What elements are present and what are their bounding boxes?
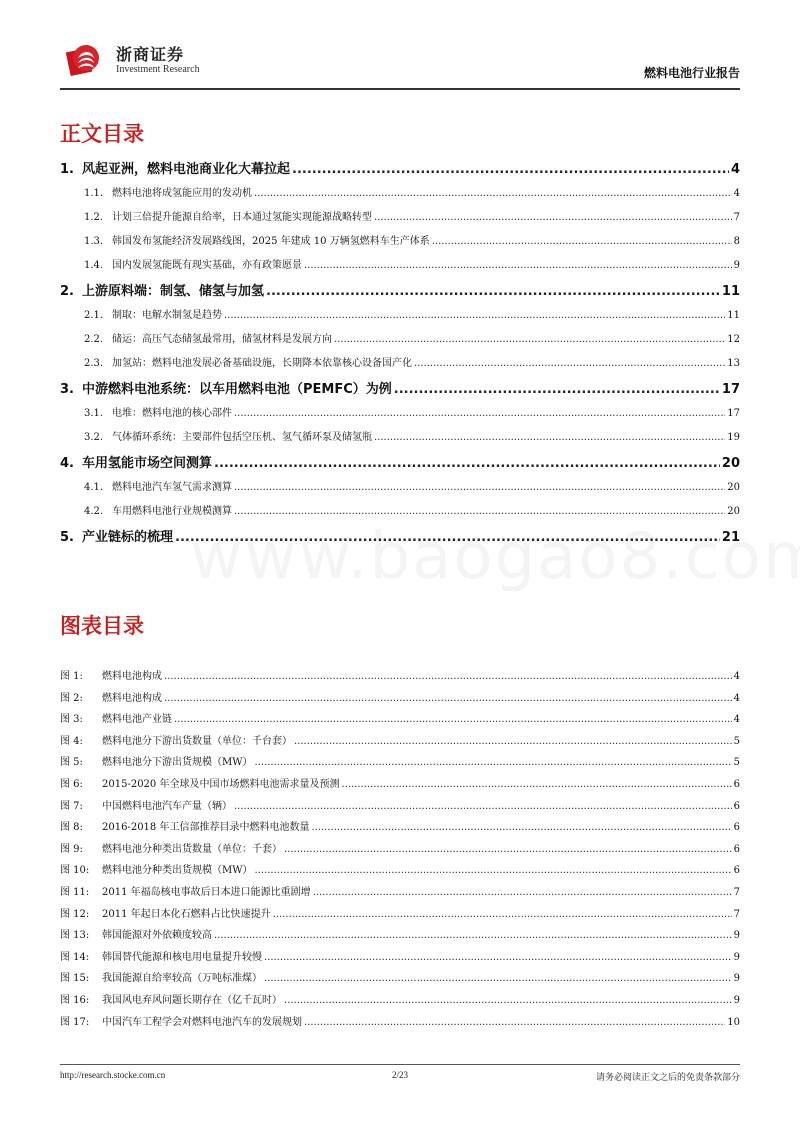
figure-number: 图 8: bbox=[60, 822, 83, 834]
toc-entry-label: 韩国发布氢能经济发展路线图，2025 年建成 10 万辆氢燃料车生产体系 bbox=[112, 236, 430, 247]
dot-leader bbox=[374, 212, 732, 223]
page-footer bbox=[60, 1070, 740, 1086]
toc-entry-number: 2.2. bbox=[84, 334, 104, 345]
toc-entry-label: 国内发展氢能既有现实基础，亦有政策愿景 bbox=[112, 260, 302, 271]
dot-leader bbox=[224, 310, 725, 321]
toc-chapter-entry[interactable] bbox=[60, 378, 740, 402]
figure-page: 4 bbox=[733, 671, 740, 682]
dot-leader bbox=[164, 671, 732, 682]
toc-entry-page: 4 bbox=[733, 188, 740, 199]
logo-mark-icon bbox=[64, 40, 104, 80]
toc-entry-label: 计划三倍提升能源自给率，日本通过氢能实现能源战略转型 bbox=[112, 212, 372, 223]
figure-caption: 燃料电池分种类出货规模（MW） bbox=[102, 865, 253, 877]
figure-number: 图 16: bbox=[60, 994, 90, 1006]
toc-entry-number: 3. bbox=[60, 382, 74, 397]
figure-list-entry[interactable] bbox=[60, 710, 740, 730]
dot-leader bbox=[214, 930, 732, 941]
figure-list-entry[interactable] bbox=[60, 948, 740, 968]
toc-entry-number: 5. bbox=[60, 530, 74, 545]
toc-chapter-entry[interactable] bbox=[60, 526, 740, 550]
toc-section-entry[interactable] bbox=[60, 404, 740, 426]
figure-page: 6 bbox=[733, 822, 740, 834]
figure-number: 图 14: bbox=[60, 951, 90, 963]
toc-entry-page: 17 bbox=[727, 408, 740, 419]
figure-list-entry[interactable] bbox=[60, 732, 740, 752]
figure-page: 6 bbox=[733, 865, 740, 877]
figure-list-entry[interactable] bbox=[60, 883, 740, 903]
toc-section-entry[interactable] bbox=[60, 208, 740, 230]
figure-number: 图 13: bbox=[60, 930, 90, 942]
footer-divider bbox=[60, 1064, 740, 1065]
figure-number: 图 10: bbox=[60, 865, 90, 877]
toc-entry-number: 3.1. bbox=[84, 408, 104, 419]
toc-section-entry[interactable] bbox=[60, 256, 740, 278]
toc-section-entry[interactable] bbox=[60, 232, 740, 254]
dot-leader bbox=[234, 801, 732, 812]
toc-entry-label: 加氢站：燃料电池发展必备基础设施，长期降本依靠核心设备国产化 bbox=[112, 358, 412, 369]
figure-caption: 燃料电池分种类出货数量（单位：千套） bbox=[102, 843, 282, 855]
figure-number: 图 17: bbox=[60, 1016, 90, 1028]
figure-number: 图 11: bbox=[60, 886, 90, 898]
dot-leader bbox=[394, 382, 720, 397]
figure-page: 4 bbox=[733, 692, 740, 704]
figure-page: 6 bbox=[733, 778, 740, 790]
figure-list-entry[interactable] bbox=[60, 1013, 740, 1033]
figure-page: 7 bbox=[733, 886, 740, 898]
figure-list-entry[interactable] bbox=[60, 926, 740, 946]
figure-caption: 韩国能源对外依赖度较高 bbox=[102, 930, 212, 942]
dot-leader bbox=[174, 714, 732, 725]
figure-list-entry[interactable] bbox=[60, 861, 740, 881]
toc-chapter-entry[interactable] bbox=[60, 280, 740, 304]
dot-leader bbox=[341, 779, 731, 790]
figure-number: 图 7: bbox=[60, 800, 83, 812]
toc-section-entry[interactable] bbox=[60, 306, 740, 328]
dot-leader bbox=[311, 822, 731, 833]
figure-caption: 2011 年福岛核电事故后日本进口能源比重剧增 bbox=[102, 886, 311, 898]
figure-page: 9 bbox=[733, 973, 740, 985]
toc-section-entry[interactable] bbox=[60, 478, 740, 500]
figure-page: 6 bbox=[733, 800, 740, 812]
figure-list-entry[interactable] bbox=[60, 905, 740, 925]
figure-caption: 2011 年起日本化石燃料占比快速提升 bbox=[102, 908, 271, 920]
toc-entry-label: 产业链标的梳理 bbox=[81, 530, 173, 545]
footer-disclaimer: 请务必阅读正文之后的免责条款部分 bbox=[595, 1073, 740, 1083]
dot-leader bbox=[304, 1017, 725, 1028]
figure-list-entry[interactable] bbox=[60, 775, 740, 795]
figure-number: 图 4: bbox=[60, 735, 83, 747]
figure-list-entry[interactable] bbox=[60, 818, 740, 838]
dot-leader bbox=[175, 530, 720, 545]
toc-entry-label: 车用燃料电池行业规模测算 bbox=[112, 506, 232, 517]
toc-section-entry[interactable] bbox=[60, 428, 740, 450]
toc-entry-number: 1. bbox=[60, 162, 74, 177]
figure-page: 9 bbox=[733, 930, 740, 942]
figure-caption: 中国汽车工程学会对燃料电池汽车的发展规划 bbox=[102, 1016, 302, 1028]
toc-entry-page: 19 bbox=[727, 432, 740, 443]
dot-leader bbox=[214, 456, 720, 471]
dot-leader bbox=[254, 188, 732, 199]
toc-entry-page: 17 bbox=[721, 382, 740, 397]
figure-number: 图 12: bbox=[60, 908, 90, 920]
toc-entry-page: 20 bbox=[727, 506, 740, 517]
dot-leader bbox=[234, 482, 725, 493]
figure-caption: 2015-2020 年全球及中国市场燃料电池需求量及预测 bbox=[102, 778, 340, 790]
report-type-label: 燃料电池行业报告 bbox=[643, 66, 740, 80]
toc-entry-page: 9 bbox=[733, 260, 740, 271]
page-number: 2/23 bbox=[391, 1070, 408, 1080]
toc-entry-number: 3.2. bbox=[84, 432, 104, 443]
company-logo bbox=[60, 36, 210, 84]
toc-title: 正文目录 bbox=[60, 122, 144, 146]
figure-number: 图 5: bbox=[60, 757, 83, 769]
figure-caption: 中国燃料电池汽车产量（辆） bbox=[102, 800, 232, 812]
toc-entry-number: 2. bbox=[60, 284, 74, 299]
figure-caption: 燃料电池分下游出货规模（MW） bbox=[102, 757, 253, 769]
toc-entry-page: 20 bbox=[721, 456, 740, 471]
dot-leader bbox=[255, 865, 732, 876]
figure-number: 图 3: bbox=[60, 714, 83, 726]
figure-page: 9 bbox=[733, 951, 740, 963]
figure-caption: 韩国替代能源和核电用电量提升较慢 bbox=[102, 951, 262, 963]
toc-entry-label: 储运：高压气态储氢最常用，储氢材料是发展方向 bbox=[112, 334, 332, 345]
toc-entry-page: 12 bbox=[727, 334, 740, 345]
toc-entry-number: 4.1. bbox=[84, 482, 104, 493]
dot-leader bbox=[255, 757, 732, 768]
dot-leader bbox=[432, 236, 732, 247]
toc-chapter-entry[interactable] bbox=[60, 158, 740, 182]
figure-caption: 燃料电池构成 bbox=[102, 671, 162, 682]
toc-entry-page: 21 bbox=[721, 530, 740, 545]
figure-page: 9 bbox=[733, 994, 740, 1006]
dot-leader bbox=[374, 432, 725, 443]
toc-section-entry[interactable] bbox=[60, 354, 740, 376]
toc-entry-page: 8 bbox=[733, 236, 740, 247]
toc-entry-page: 7 bbox=[733, 212, 740, 223]
toc-entry-label: 燃料电池汽车氢气需求测算 bbox=[112, 482, 232, 493]
figure-caption: 我国能源自给率较高（万吨标准煤） bbox=[102, 973, 262, 985]
logo-chinese-name: 浙商证券 bbox=[116, 45, 185, 64]
figure-page: 5 bbox=[733, 757, 740, 769]
toc-entry-number: 2.3. bbox=[84, 358, 104, 369]
toc-entry-page: 13 bbox=[727, 358, 740, 369]
figure-caption: 2016-2018 年工信部推荐目录中燃料电池数量 bbox=[102, 822, 310, 834]
toc-section-entry[interactable] bbox=[60, 184, 740, 206]
figure-list-entry[interactable] bbox=[60, 797, 740, 817]
figure-page: 4 bbox=[733, 714, 740, 726]
figure-number: 图 1: bbox=[60, 671, 83, 682]
figure-list-entry[interactable] bbox=[60, 840, 740, 860]
toc-entry-number: 1.4. bbox=[84, 260, 104, 271]
toc-section-entry[interactable] bbox=[60, 502, 740, 524]
dot-leader bbox=[284, 844, 732, 855]
figure-list-title: 图表目录 bbox=[60, 614, 144, 638]
toc-entry-label: 燃料电池将成氢能应用的发动机 bbox=[112, 188, 252, 199]
toc-entry-label: 上游原料端：制氢、储氢与加氢 bbox=[81, 284, 264, 299]
toc-entry-label: 风起亚洲，燃料电池商业化大幕拉起 bbox=[81, 162, 290, 177]
dot-leader bbox=[292, 162, 729, 177]
dot-leader bbox=[266, 284, 720, 299]
toc-entry-number: 1.2. bbox=[84, 212, 104, 223]
footer-url[interactable]: http://research.stocke.com.cn bbox=[60, 1070, 166, 1080]
toc-entry-page: 20 bbox=[727, 482, 740, 493]
figure-list-entry[interactable] bbox=[60, 667, 740, 687]
dot-leader bbox=[273, 909, 732, 920]
toc-entry-page: 4 bbox=[730, 162, 740, 177]
figure-page: 6 bbox=[733, 843, 740, 855]
header-divider bbox=[60, 88, 740, 90]
dot-leader bbox=[234, 408, 725, 419]
figure-caption: 燃料电池分下游出货数量（单位：千台套） bbox=[102, 735, 292, 747]
figure-caption: 燃料电池产业链 bbox=[102, 714, 172, 726]
toc-entry-label: 制取：电解水制氢是趋势 bbox=[112, 310, 222, 321]
figure-page: 7 bbox=[733, 908, 740, 920]
page-header bbox=[60, 36, 740, 88]
dot-leader bbox=[284, 995, 732, 1006]
dot-leader bbox=[264, 973, 732, 984]
table-of-contents bbox=[60, 158, 740, 552]
toc-section-entry[interactable] bbox=[60, 330, 740, 352]
toc-entry-number: 1.3. bbox=[84, 236, 104, 247]
figure-caption: 我国风电弃风问题长期存在（亿千瓦时） bbox=[102, 994, 282, 1006]
figure-list-entry[interactable] bbox=[60, 991, 740, 1011]
toc-entry-page: 11 bbox=[721, 284, 740, 299]
figure-caption: 燃料电池构成 bbox=[102, 692, 162, 704]
figure-number: 图 9: bbox=[60, 843, 83, 855]
figure-list bbox=[60, 667, 740, 1034]
dot-leader bbox=[313, 887, 732, 898]
dot-leader bbox=[414, 358, 725, 369]
toc-entry-label: 中游燃料电池系统：以车用燃料电池（PEMFC）为例 bbox=[81, 382, 392, 397]
dot-leader bbox=[334, 334, 725, 345]
dot-leader bbox=[234, 506, 725, 517]
toc-entry-number: 4.2. bbox=[84, 506, 104, 517]
figure-number: 图 6: bbox=[60, 778, 83, 790]
dot-leader bbox=[164, 693, 732, 704]
dot-leader bbox=[294, 736, 732, 747]
logo-english-name: Investment Research bbox=[116, 64, 200, 75]
figure-list-entry[interactable] bbox=[60, 689, 740, 709]
toc-entry-label: 电堆：燃料电池的核心部件 bbox=[112, 408, 232, 419]
figure-number: 图 15: bbox=[60, 973, 90, 985]
dot-leader bbox=[304, 260, 732, 271]
figure-number: 图 2: bbox=[60, 692, 83, 704]
toc-entry-number: 4. bbox=[60, 456, 74, 471]
toc-entry-page: 11 bbox=[727, 310, 740, 321]
figure-list-entry[interactable] bbox=[60, 969, 740, 989]
toc-entry-number: 2.1. bbox=[84, 310, 104, 321]
figure-list-entry[interactable] bbox=[60, 753, 740, 773]
figure-page: 5 bbox=[733, 735, 740, 747]
dot-leader bbox=[264, 952, 732, 963]
toc-entry-label: 车用氢能市场空间测算 bbox=[81, 456, 212, 471]
toc-entry-number: 1.1. bbox=[84, 188, 104, 199]
toc-chapter-entry[interactable] bbox=[60, 452, 740, 476]
toc-entry-label: 气体循环系统：主要部件包括空压机、氢气循环泵及储氢瓶 bbox=[112, 432, 372, 443]
figure-page: 10 bbox=[727, 1016, 740, 1028]
